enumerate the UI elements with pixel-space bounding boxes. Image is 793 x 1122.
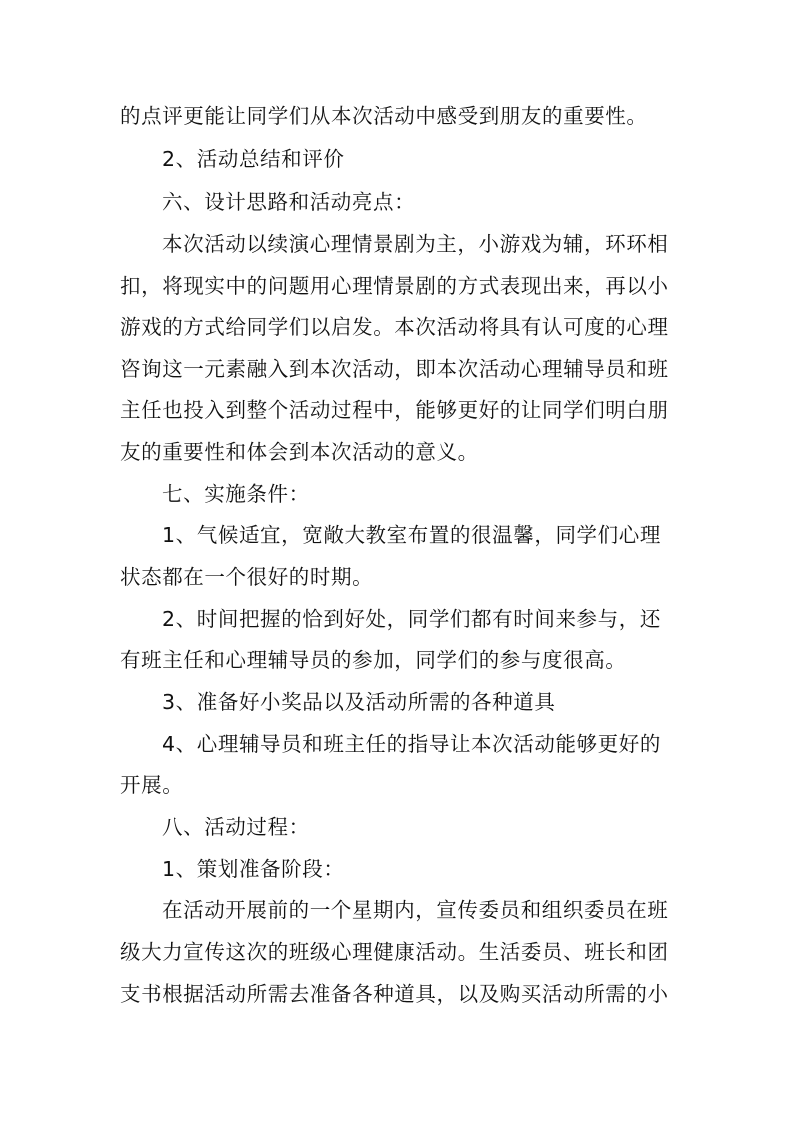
paragraph-line: 级大力宣传这次的班级心理健康活动。生活委员、班长和团 (120, 940, 669, 964)
section-heading-design-ideas: 六、设计思路和活动亮点： (162, 190, 416, 214)
paragraph-line: 支书根据活动所需去准备各种道具，以及购买活动所需的小 (120, 982, 669, 1006)
paragraph-line: 有班主任和心理辅导员的参加，同学们的参与度很高。 (120, 648, 627, 672)
paragraph-line: 主任也投入到整个活动过程中，能够更好的让同学们明白朋 (120, 398, 669, 422)
paragraph-line: 扣，将现实中的问题用心理情景剧的方式表现出来，再以小 (120, 274, 669, 298)
paragraph-line: 在活动开展前的一个星期内，宣传委员和组织委员在班 (162, 898, 669, 922)
section-heading-conditions: 七、实施条件： (162, 482, 310, 506)
section-heading-process: 八、活动过程： (162, 815, 310, 839)
list-item-condition-2: 2、时间把握的恰到好处，同学们都有时间来参与，还 (162, 607, 661, 631)
list-item-condition-1: 1、气候适宜，宽敞大教室布置的很温馨，同学们心理 (162, 523, 661, 547)
paragraph-line: 游戏的方式给同学们以启发。本次活动将具有认可度的心理 (120, 315, 669, 339)
paragraph-line: 的点评更能让同学们从本次活动中感受到朋友的重要性。 (120, 104, 648, 128)
paragraph-line: 咨询这一元素融入到本次活动，即本次活动心理辅导员和班 (120, 357, 669, 381)
list-item-activity-summary: 2、活动总结和评价 (162, 147, 345, 171)
paragraph-line: 开展。 (120, 773, 184, 797)
list-item-condition-3: 3、准备好小奖品以及活动所需的各种道具 (162, 690, 556, 714)
paragraph-line: 本次活动以续演心理情景剧为主，小游戏为辅，环环相 (162, 232, 669, 256)
paragraph-line: 状态都在一个很好的时期。 (120, 565, 374, 589)
list-item-planning-stage: 1、策划准备阶段： (162, 857, 345, 881)
list-item-condition-4: 4、心理辅导员和班主任的指导让本次活动能够更好的 (162, 732, 661, 756)
paragraph-line: 友的重要性和体会到本次活动的意义。 (120, 440, 479, 464)
